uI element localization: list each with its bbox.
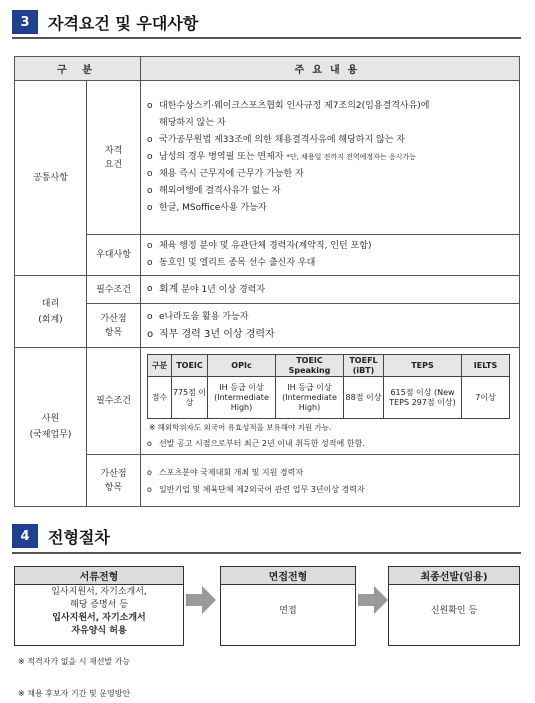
score-value: 615점 이상 (New TEPS 297점 이상)	[384, 377, 462, 419]
staff-bonus-label: 가산점 항목	[87, 455, 141, 507]
staff-required-content	[141, 348, 520, 455]
list-item: o 한글, MSoffice사용 가능자	[147, 203, 267, 213]
section-title: 전형절차	[48, 527, 110, 547]
score-value: IH 등급 이상 (Intermediate High)	[276, 377, 344, 419]
deputy-required-content	[141, 276, 520, 304]
row-deputy-label: 대리 (회계)	[15, 276, 87, 348]
row-common-label: 공통사항	[15, 81, 87, 276]
footnote-candidate-period: ※ 채용 후보자 기간 및 운영방안	[18, 689, 131, 698]
process-step-final	[388, 566, 520, 646]
arrow-right-icon	[186, 586, 216, 614]
score-header: TOEFL (iBT)	[344, 355, 384, 377]
process-step-document	[14, 566, 184, 646]
score-header: OPIc	[208, 355, 276, 377]
score-header: TOEIC Speaking	[276, 355, 344, 377]
step-title: 면접전형	[221, 567, 355, 585]
list-item: o 회계 분야 1년 이상 경력자	[147, 283, 266, 295]
score-value: 7이상	[462, 377, 510, 419]
qualification-table	[14, 56, 520, 507]
score-header: TOEIC	[172, 355, 208, 377]
list-item: o 채용 즉시 근무지에 근무가 가능한 자	[147, 169, 304, 179]
score-row-label: 점수	[148, 377, 172, 419]
section-divider	[12, 552, 521, 554]
list-item: o 대한수상스키·웨이크스포츠협회 인사규정 제7조의2(임용결격사유)에	[147, 101, 430, 111]
list-item: o 일반기업 및 체육단체 제2외국어 관련 업무 3년이상 경력자	[147, 484, 365, 494]
military-note: *단, 채용일 전까지 전역예정자는 응시가능	[286, 153, 416, 161]
qualification-list	[141, 81, 520, 235]
score-header: 구분	[148, 355, 172, 377]
score-value: 88점 이상	[344, 377, 384, 419]
list-item: o 체육 행정 분야 및 유관단체 경력자(계약직, 인턴 포함)	[147, 241, 372, 251]
deputy-required-label: 필수조건	[87, 276, 141, 304]
arrow-right-icon	[358, 586, 388, 614]
process-step-interview	[220, 566, 356, 646]
footnote-reselection: ※ 적격자가 없을 시 재선발 가능	[18, 657, 131, 666]
list-item: o 선발 공고 시점으로부터 최근 2년 이내 취득한 성적에 한함.	[147, 439, 365, 448]
section-number: 4	[12, 524, 38, 548]
step-title: 서류전형	[15, 567, 183, 585]
list-item: o e나라도움 활용 가능자	[147, 311, 249, 322]
header-category: 구 분	[15, 57, 141, 81]
language-score-table	[147, 354, 510, 419]
list-item: o 동호인 및 엘리트 종목 선수 출신자 우대	[147, 258, 316, 268]
list-item-continuation: 해당하지 않는 자	[159, 118, 226, 128]
section-title: 자격요건 및 우대사항	[48, 13, 199, 33]
row-staff-label: 사원 (국제업무)	[15, 348, 87, 507]
step-body: 면접	[279, 606, 297, 616]
staff-bonus-list	[141, 455, 520, 507]
section-divider	[12, 37, 521, 39]
score-value: 775점 이상	[172, 377, 208, 419]
score-value: IH 등급 이상 (Intermediate High)	[208, 377, 276, 419]
deputy-bonus-label: 가산점 항목	[87, 304, 141, 348]
preference-list	[141, 235, 520, 276]
list-item: o 남성의 경우 병역필 또는 면제자 *단, 채용일 전까지 전역예정자는 응시가능	[147, 152, 416, 162]
list-item: o 해외여행에 결격사유가 없는 자	[147, 186, 281, 196]
step-title: 최종선발(임용)	[389, 567, 519, 585]
header-content: 주요내용	[141, 57, 520, 81]
list-item: o 국가공무원법 제33조에 의한 채용결격사유에 해당하지 않는 자	[147, 135, 405, 145]
step-body: 신원확인 등	[430, 606, 478, 616]
step-body: 입사지원서, 자기소개서, 해당 증명서 등 입사지원서, 자기소개서 자유양식 허용	[51, 587, 147, 636]
list-item: o 스포츠분야 국제대회 개최 및 지원 경력자	[147, 467, 304, 477]
preference-label: 우대사항	[87, 235, 141, 276]
score-note: ※ 해외학위자도 외국어 유효성적을 보유해야 지원 가능.	[149, 423, 332, 432]
section-3-heading	[12, 10, 198, 34]
list-item: o 직무 경력 3년 이상 경력자	[147, 328, 275, 340]
section-number: 3	[12, 10, 38, 34]
section-4-heading	[12, 524, 110, 548]
deputy-bonus-list	[141, 304, 520, 348]
score-header: TEPS	[384, 355, 462, 377]
staff-required-label: 필수조건	[87, 348, 141, 455]
score-header: IELTS	[462, 355, 510, 377]
qualification-label: 자격 요건	[87, 81, 141, 235]
